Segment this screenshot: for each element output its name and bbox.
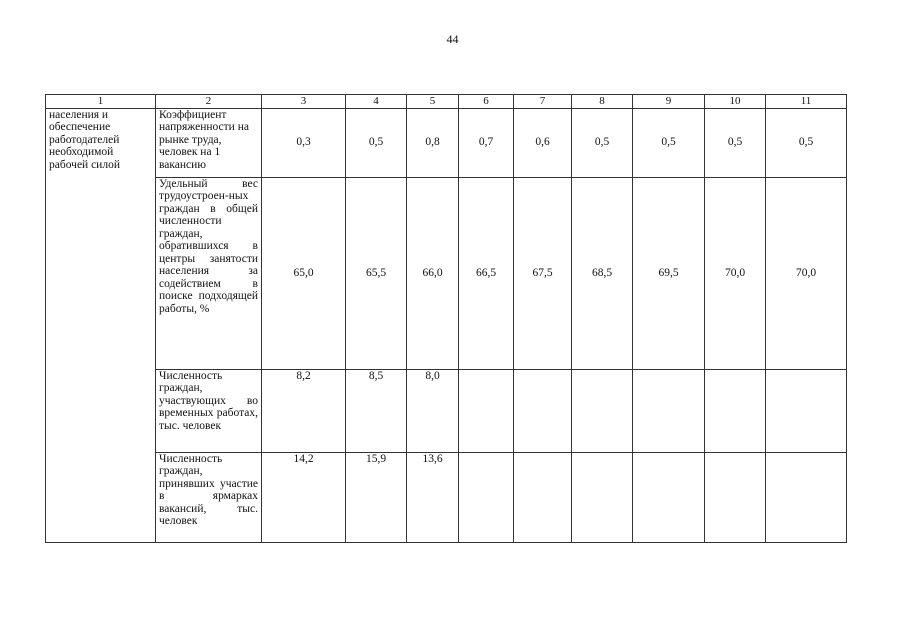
page-number: 44 (446, 32, 459, 46)
value-cell: 8,0 (407, 369, 459, 452)
table-row (46, 452, 847, 542)
indicator-label: Численность граждан, участвующих во временных работах, тыс. человек (156, 369, 262, 452)
table-row (46, 108, 847, 177)
col-header: 11 (766, 95, 847, 109)
value-cell: 69,5 (633, 177, 705, 369)
header-row (46, 95, 847, 109)
value-cell: 65,0 (262, 177, 346, 369)
value-cell: 13,6 (407, 452, 459, 542)
col-header: 9 (633, 95, 705, 109)
col-header: 2 (156, 95, 262, 109)
value-cell (572, 369, 633, 452)
col-header: 7 (514, 95, 572, 109)
col-header: 5 (407, 95, 459, 109)
value-cell: 15,9 (346, 452, 407, 542)
value-cell (459, 369, 514, 452)
value-cell: 70,0 (766, 177, 847, 369)
value-cell: 0,5 (572, 108, 633, 177)
indicators-table (45, 94, 847, 543)
value-cell: 0,5 (346, 108, 407, 177)
value-cell (705, 369, 766, 452)
value-cell: 0,7 (459, 108, 514, 177)
value-cell: 8,5 (346, 369, 407, 452)
value-cell: 0,5 (766, 108, 847, 177)
value-cell (633, 452, 705, 542)
col-header: 6 (459, 95, 514, 109)
value-cell (514, 369, 572, 452)
value-cell: 66,0 (407, 177, 459, 369)
value-cell: 0,6 (514, 108, 572, 177)
value-cell: 70,0 (705, 177, 766, 369)
value-cell (705, 452, 766, 542)
value-cell (514, 452, 572, 542)
value-cell: 0,3 (262, 108, 346, 177)
indicator-label: Удельный вес трудоустроен-ных граждан в общей численности граждан, обратившихся в центры занятости населения за содействием в поиске подходящей работы, % (156, 177, 262, 369)
value-cell: 0,8 (407, 108, 459, 177)
value-cell (766, 369, 847, 452)
value-cell (459, 452, 514, 542)
col-header: 8 (572, 95, 633, 109)
value-cell: 14,2 (262, 452, 346, 542)
value-cell: 0,5 (633, 108, 705, 177)
value-cell: 0,5 (705, 108, 766, 177)
row-group-label: населения и обеспечение работодателей необходимой рабочей силой (46, 108, 156, 542)
col-header: 1 (46, 95, 156, 109)
value-cell: 66,5 (459, 177, 514, 369)
table-row (46, 177, 847, 369)
col-header: 4 (346, 95, 407, 109)
value-cell: 67,5 (514, 177, 572, 369)
table-row (46, 369, 847, 452)
col-header: 10 (705, 95, 766, 109)
value-cell (633, 369, 705, 452)
value-cell (572, 452, 633, 542)
value-cell: 68,5 (572, 177, 633, 369)
value-cell (766, 452, 847, 542)
value-cell: 8,2 (262, 369, 346, 452)
indicator-label: Численность граждан, принявших участие в ярмарках вакансий, тыс. человек (156, 452, 262, 542)
indicator-label: Коэффициент напряженности на рынке труда, человек на 1 вакансию (156, 108, 262, 177)
col-header: 3 (262, 95, 346, 109)
value-cell: 65,5 (346, 177, 407, 369)
